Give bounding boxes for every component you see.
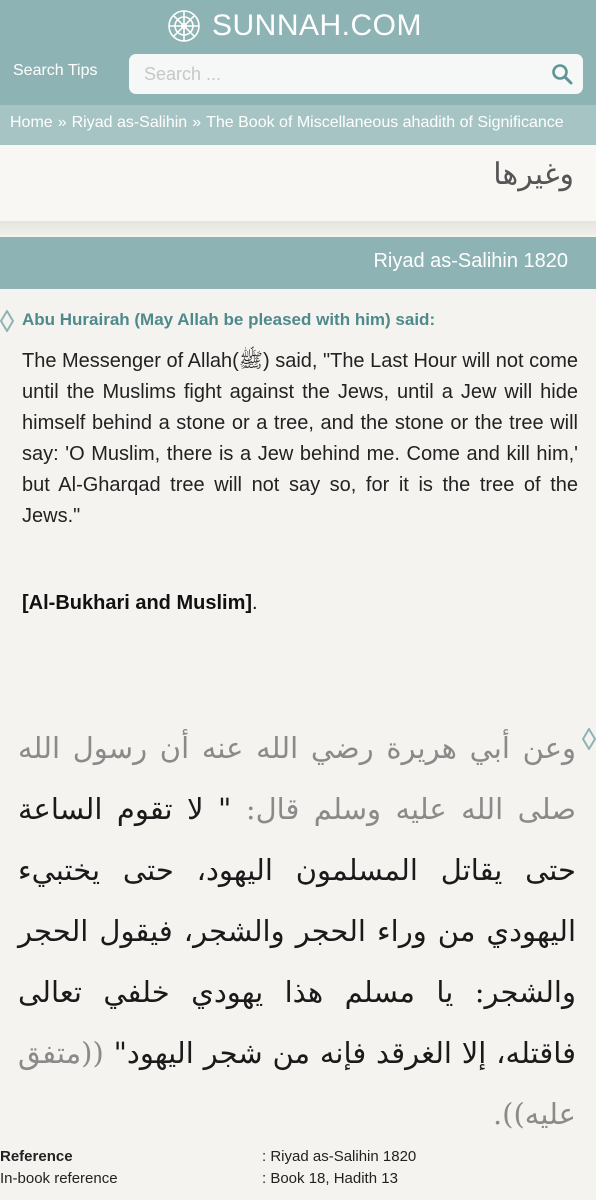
chapter-arabic-title: وغيرها [493,157,574,192]
site-logo[interactable] [166,6,422,46]
hadith-references [0,1148,596,1192]
breadcrumb-book[interactable]: The Book of Miscellaneous ahadith of Significance [206,114,564,131]
in-book-reference-label: In-book reference [0,1170,118,1187]
diamond-marker-icon [0,310,14,332]
logo-text: SUNNAH.COM [212,9,423,42]
breadcrumb-separator: » [192,114,202,131]
hadith-source-suffix: . [252,592,258,614]
hadith-source [22,592,258,615]
breadcrumb [10,114,564,132]
breadcrumb-bar [0,105,596,145]
reference-row [0,1148,596,1170]
hadith-title-bar [0,237,596,289]
search-input[interactable] [129,54,529,94]
arabic-body: " لا تقوم الساعة حتى يقاتل المسلمون اليهود، حتى يختبيء اليهودي من وراء الحجر والشجر، فيقول الحجر والشجر: يا مسلم هذا يهودي خلفي تعالى فاقتله، إلا الغرقد فإنه من شجر اليهود" [18,792,576,1070]
in-book-reference-value: : Book 18, Hadith 13 [262,1170,398,1187]
breadcrumb-collection[interactable]: Riyad as-Salihin [71,114,188,131]
site-header [0,0,596,105]
search-icon[interactable] [551,63,573,85]
hadith-english-text: The Messenger of Allah(ﷺ) said, "The Last Hour will not come until the Muslims fight against the Jews, until a Jew will hide himself behind a stone or a tree, and the stone or the tree will say: 'O Muslim, there is a Jew behind me. Come and kill him,' but Al-Gharqad tree will not say so, for it is the tree of the Jews." [22,350,579,527]
hadith-title[interactable]: Riyad as-Salihin 1820 [373,250,568,272]
ornament-icon [166,8,202,44]
search-box[interactable] [129,54,583,94]
section-divider [0,221,596,235]
in-book-reference-row [0,1170,596,1192]
hadith-arabic-text [18,718,576,1145]
arabic-intro: وعن أبي هريرة رضي الله عنه أن رسول الله صلى الله عليه وسلم قال: [18,731,576,826]
reference-label: Reference [0,1148,73,1165]
diamond-marker-icon [582,728,596,750]
arabic-ending: ((متفق عليه)). [18,1036,576,1131]
reference-value: : Riyad as-Salihin 1820 [262,1148,417,1165]
chapter-header [0,145,596,221]
search-tips-link[interactable]: Search Tips [13,62,98,79]
hadith-source-label: [Al-Bukhari and Muslim] [22,592,253,614]
breadcrumb-home[interactable]: Home [10,114,53,131]
breadcrumb-separator: » [57,114,67,131]
hadith-narrator: Abu Hurairah (May Allah be pleased with him) said: [22,310,436,329]
